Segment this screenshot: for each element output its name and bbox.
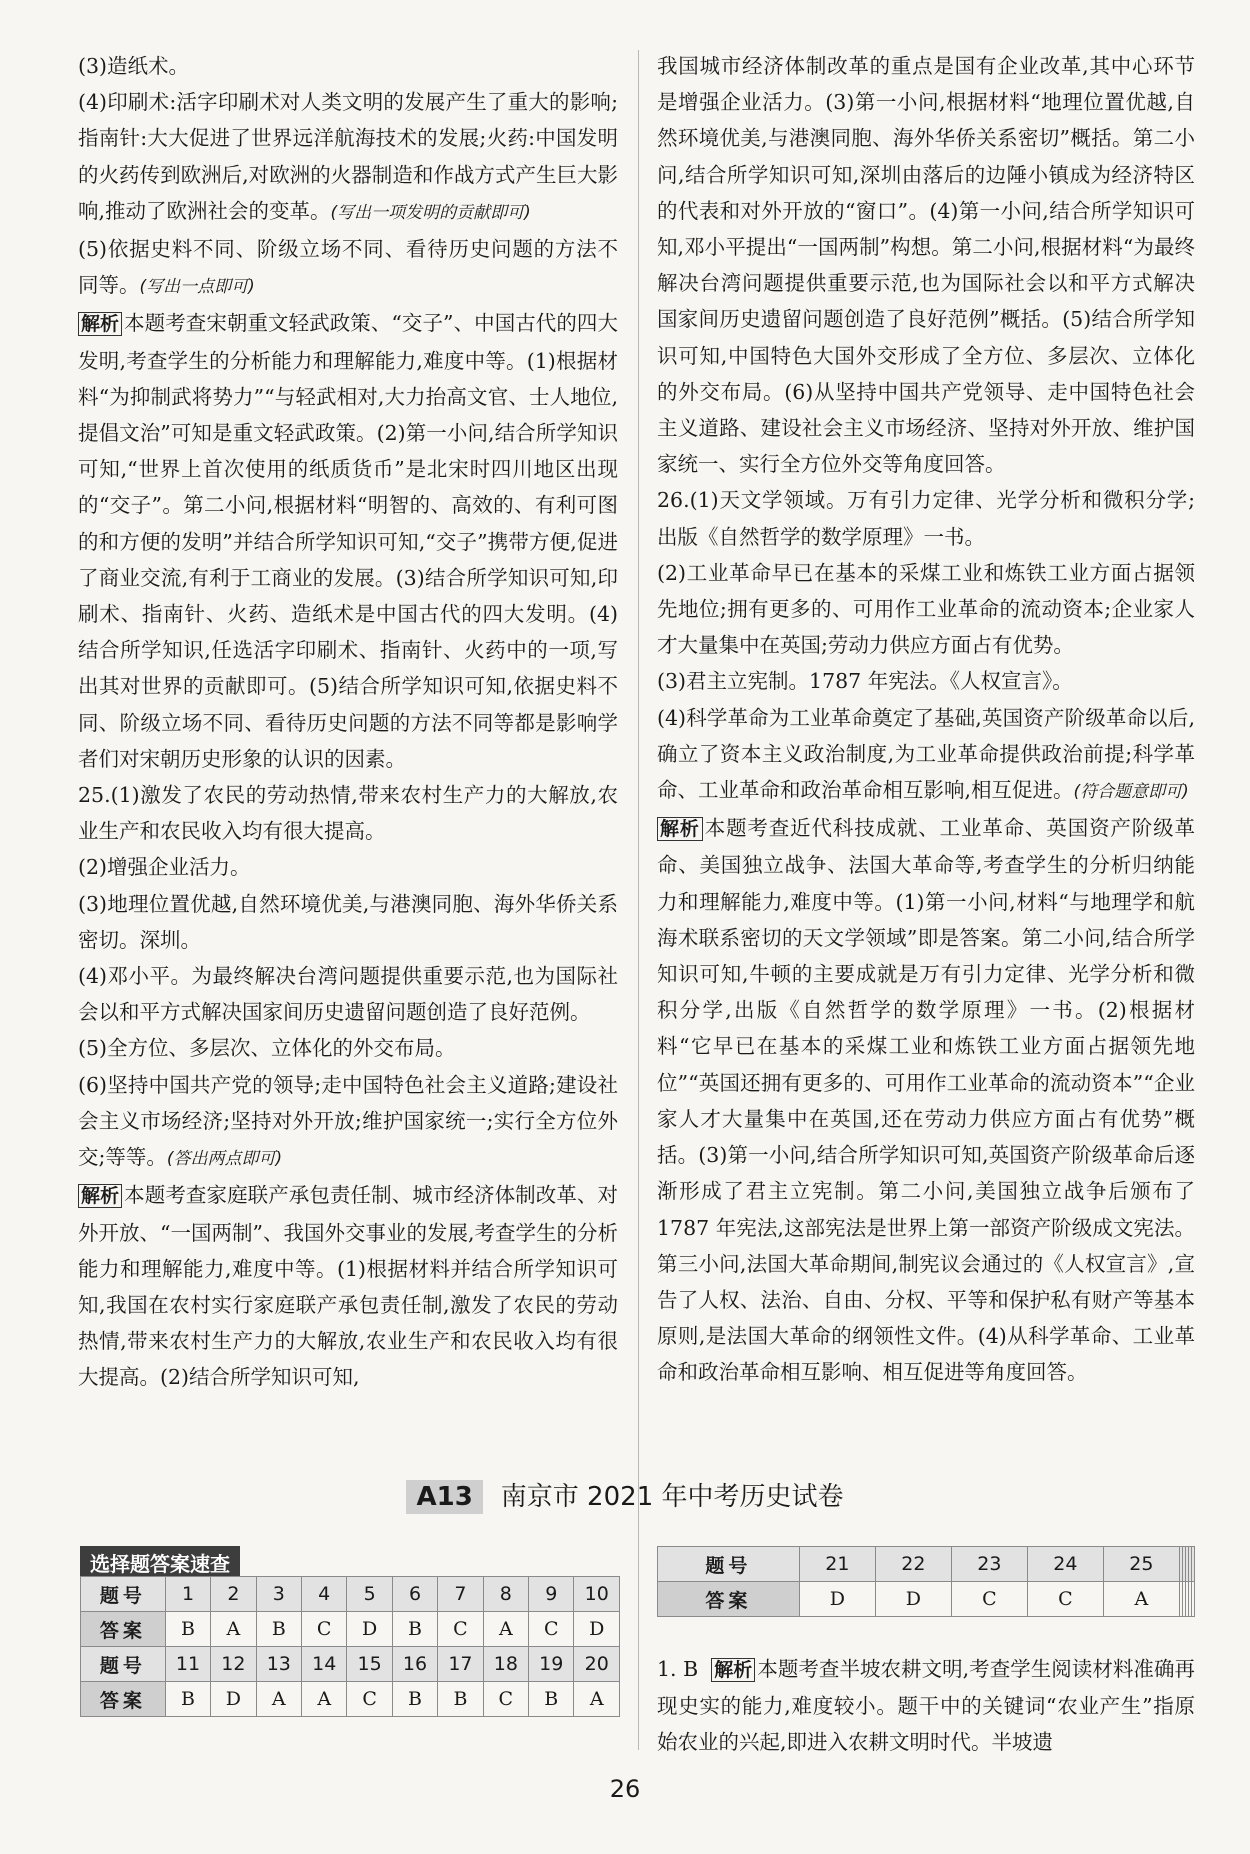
question-num: 15 — [347, 1647, 392, 1682]
answer-key-label: 选择题答案速查 — [80, 1546, 240, 1579]
answer-cell: A — [1103, 1582, 1179, 1617]
q25-part2: (2)增强企业活力。 — [78, 855, 251, 880]
answer-cell: A — [574, 1682, 620, 1717]
exam-code: A13 — [406, 1480, 482, 1514]
q24-part4 — [78, 84, 618, 231]
q24-analysis-text: 本题考查宋朝重文轻武政策、“交子”、中国古代的四大发明,考查学生的分析能力和理解能力,难度中等。(1)根据材料“为抑制武将势力”“与轻武相对,大力抬高文官、士人地位,提倡文治”可知是重文轻武政策。(2)第一小问,结合所学知识可知,“世界上首次使用的纸质货币”是北宋时四川地区出现的“交子”。第二小问,根据材料“明智的、高效的、有利可图的和方便的发明”并结合所学知识可知,“交子”携带方便,促进了商业交流,有利于工商业的发展。(3)结合所学知识可知,印刷术、指南针、火药、造纸术是中国古代的四大发明。(4)结合所学知识,任选活字印刷术、指南针、火药中的一项,写出其对世界的贡献即可。(5)结合所学知识可知,依据史料不同、阶级立场不同、看待历史问题的方法不同等都是影响学者们对宋朝历史形象的认识的因素。 — [78, 311, 618, 771]
question-num: 22 — [875, 1547, 951, 1582]
answer-cell: B — [165, 1612, 210, 1647]
answer-cell: C — [347, 1682, 392, 1717]
q25-part6 — [78, 1067, 618, 1178]
q26-analysis — [657, 810, 1195, 1390]
q25-analysis-cont: 我国城市经济体制改革的重点是国有企业改革,其中心环节是增强企业活力。(3)第一小问,根据材料“地理位置优越,自然环境优美,与港澳同胞、海外华侨关系密切”概括。第二小问,结合所学知识可知,深圳由落后的边陲小镇成为经济特区的代表和对外开放的“窗口”。(4)第一小问,结合所学知识可知,邓小平提出“一国两制”构想。第二小问,根据材料“为最终解决台湾问题提供重要示范,也为国际社会以和平方式解决国家间历史遗留问题创造了良好范例”概括。(5)结合所学知识可知,中国特色大国外交形成了全方位、多层次、立体化的外交布局。(6)从坚持中国共产党领导、走中国特色社会主义道路、建设社会主义市场经济、坚持对外开放、维护国家统一、实行全方位外交等角度回答。 — [657, 54, 1195, 477]
answer-val-row — [81, 1682, 620, 1717]
answer-cell: D — [211, 1682, 256, 1717]
answer-cell: D — [875, 1582, 951, 1617]
num-header: 题号 — [81, 1647, 166, 1682]
ans-header: 答案 — [81, 1612, 166, 1647]
q26-part4 — [657, 700, 1195, 811]
q24-part5-text: (5)依据史料不同、阶级立场不同、看待历史问题的方法不同等。 — [78, 237, 618, 298]
right-column — [657, 48, 1195, 1391]
page-number: 26 — [609, 1775, 641, 1803]
answer-cell: D — [799, 1582, 875, 1617]
answer-cell: D — [574, 1612, 620, 1647]
q26-part2: (2)工业革命早已在基本的采煤工业和炼铁工业方面占据领先地位;拥有更多的、可用作工业革命的流动资本;企业家人才大量集中在英国;劳动力供应方面占有优势。 — [657, 560, 1195, 658]
answer-cell: C — [1027, 1582, 1103, 1617]
q26-part3: (3)君主立宪制。1787 年宪法。《人权宣言》。 — [657, 669, 1073, 694]
exam-title-text: 南京市 2021 年中考历史试卷 — [500, 1482, 844, 1512]
answer-key-table-right — [657, 1546, 1195, 1617]
q25-analysis — [78, 1177, 618, 1395]
question-num: 13 — [256, 1647, 301, 1682]
answer-cell: C — [302, 1612, 347, 1647]
q25-part3: (3)地理位置优越,自然环境优美,与港澳同胞、海外华侨关系密切。深圳。 — [78, 891, 618, 952]
q24-analysis — [78, 305, 618, 777]
question-num: 5 — [347, 1577, 392, 1612]
q24-part5-note: (写出一点即可) — [139, 277, 255, 298]
analysis-tag: 解析 — [657, 817, 703, 841]
q26-analysis-text: 本题考查近代科技成就、工业革命、英国资产阶级革命、美国独立战争、法国大革命等,考查学生的分析归纳能力和理解能力,难度中等。(1)第一小问,材料“与地理学和航海术联系密切的天文学领域”即是答案。第二小问,结合所学知识可知,牛顿的主要成就是万有引力定律、光学分析和微积分学,出版《自然哲学的数学原理》一书。(2)根据材料“它早已在基本的采煤工业和炼铁工业方面占据领先地位”“英国还拥有更多的、可用作工业革命的流动资本”“企业家人才大量集中在英国,还在劳动力供应方面占有优势”概括。(3)第一小问,结合所学知识可知,英国资产阶级革命后逐渐形成了君主立宪制。第二小问,美国独立战争后颁布了 1787 年宪法,这部宪法是世界上第一部资产阶级成文宪法。第三小问,法国大革命期间,制宪议会通过的《人权宣言》,宣告了人权、法治、自由、分权、平等和保护私有财产等基本原则,是法国大革命的纲领性文件。(4)从科学革命、工业革命和政治革命相互影响、相互促进等角度回答。 — [657, 816, 1195, 1385]
question-num: 8 — [483, 1577, 528, 1612]
question-num: 2 — [211, 1577, 256, 1612]
q26-part1: 26.(1)天文学领域。万有引力定律、光学分析和微积分学;出版《自然哲学的数学原理》一书。 — [657, 488, 1195, 549]
question-num: 24 — [1027, 1547, 1103, 1582]
answer-num-row — [81, 1577, 620, 1612]
analysis-tag: 解析 — [78, 1184, 122, 1208]
answer-cell — [1191, 1582, 1194, 1617]
q1-analysis-text: 本题考查半坡农耕文明,考查学生阅读材料准确再现史实的能力,难度较小。题干中的关键词“农业产生”指原始农业的兴起,即进入农耕文明时代。半坡遗 — [657, 1656, 1195, 1754]
num-header: 题号 — [81, 1577, 166, 1612]
analysis-tag: 解析 — [78, 312, 122, 336]
answer-cell: A — [483, 1612, 528, 1647]
q26-part4-text: (4)科学革命为工业革命奠定了基础,英国资产阶级革命以后,确立了资本主义政治制度,为工业革命提供政治前提;科学革命、工业革命和政治革命相互影响,相互促进。 — [657, 705, 1195, 803]
question-num: 1 — [165, 1577, 210, 1612]
question-num: 11 — [165, 1647, 210, 1682]
answer-cell: B — [392, 1612, 437, 1647]
q25-part4: (4)邓小平。为最终解决台湾问题提供重要示范,也为国际社会以和平方式解决国家间历史遗留问题创造了良好范例。 — [78, 964, 618, 1025]
left-column — [78, 48, 618, 1396]
answer-num-row — [81, 1647, 620, 1682]
question-num: 18 — [483, 1647, 528, 1682]
q26-part4-note: (符合题意即可) — [1073, 782, 1189, 803]
answer-cell: B — [392, 1682, 437, 1717]
question-num — [1191, 1547, 1194, 1582]
answer-cell: C — [438, 1612, 483, 1647]
question-num: 19 — [529, 1647, 574, 1682]
answer-cell: A — [302, 1682, 347, 1717]
q24-part4-text: (4)印刷术:活字印刷术对人类文明的发展产生了重大的影响;指南针:大大促进了世界远洋航海技术的发展;火药:中国发明的火药传到欧洲后,对欧洲的火器制造和作战方式产生巨大影响,推动了欧洲社会的变革。 — [78, 90, 618, 223]
ans-header: 答案 — [81, 1682, 166, 1717]
question-num: 14 — [302, 1647, 347, 1682]
question-num: 9 — [529, 1577, 574, 1612]
question-num: 6 — [392, 1577, 437, 1612]
q25-analysis-text: 本题考查家庭联产承包责任制、城市经济体制改革、对外开放、“一国两制”、我国外交事业的发展,考查学生的分析能力和理解能力,难度中等。(1)根据材料并结合所学知识可知,我国在农村实行家庭联产承包责任制,激发了农民的劳动热情,带来农村生产力的大解放,农业生产和农民收入均有很大提高。(2)结合所学知识可知, — [78, 1183, 618, 1390]
question-num: 23 — [951, 1547, 1027, 1582]
question-num: 12 — [211, 1647, 256, 1682]
ans-header: 答案 — [658, 1582, 800, 1617]
answer-val-row — [658, 1582, 1195, 1617]
q24-part4-note: (写出一项发明的贡献即可) — [330, 202, 531, 223]
num-header: 题号 — [658, 1547, 800, 1582]
exam-title — [0, 1476, 1250, 1513]
answer-cell: B — [256, 1612, 301, 1647]
answer-cell: B — [529, 1682, 574, 1717]
q1-analysis — [657, 1651, 1195, 1761]
answer-key-table-left — [80, 1576, 620, 1717]
answer-num-row — [658, 1547, 1195, 1582]
answer-cell: C — [483, 1682, 528, 1717]
q25-part6-note: (答出两点即可) — [166, 1149, 283, 1170]
analysis-tag: 解析 — [711, 1658, 755, 1682]
question-num: 17 — [438, 1647, 483, 1682]
q25-part6-text: (6)坚持中国共产党的领导;走中国特色社会主义道路;建设社会主义市场经济;坚持对外开放;维护国家统一;实行全方位外交;等等。 — [78, 1072, 618, 1170]
answer-cell: B — [165, 1682, 210, 1717]
answer-cell: A — [211, 1612, 256, 1647]
q25-part5: (5)全方位、多层次、立体化的外交布局。 — [78, 1036, 456, 1061]
question-num: 21 — [799, 1547, 875, 1582]
answer-cell: C — [529, 1612, 574, 1647]
question-num: 10 — [574, 1577, 620, 1612]
question-num: 16 — [392, 1647, 437, 1682]
answer-cell: C — [951, 1582, 1027, 1617]
q24-part5 — [78, 231, 618, 305]
q25-part1: 25.(1)激发了农民的劳动热情,带来农村生产力的大解放,农业生产和农民收入均有很大提高。 — [78, 783, 618, 844]
question-num: 3 — [256, 1577, 301, 1612]
q1-lead: 1. B — [657, 1656, 699, 1681]
answer-cell: A — [256, 1682, 301, 1717]
question-num: 4 — [302, 1577, 347, 1612]
answer-val-row — [81, 1612, 620, 1647]
question-num: 25 — [1103, 1547, 1179, 1582]
answer-cell: B — [438, 1682, 483, 1717]
question-num: 20 — [574, 1647, 620, 1682]
q24-part3: (3)造纸术。 — [78, 54, 190, 78]
question-num: 7 — [438, 1577, 483, 1612]
answer-cell: D — [347, 1612, 392, 1647]
